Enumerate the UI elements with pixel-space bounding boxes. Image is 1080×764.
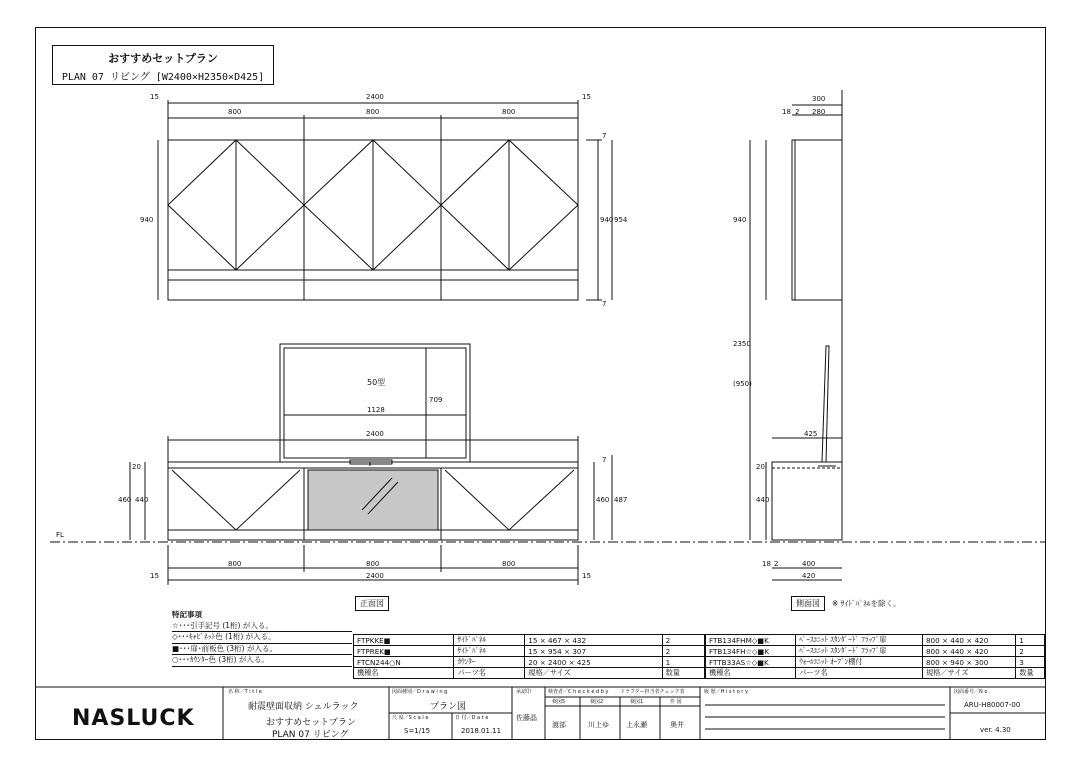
dim-side-280: 280: [812, 108, 826, 116]
dim-h940-right: 940: [600, 216, 614, 224]
dim-w800-3: 800: [502, 108, 516, 116]
dim-h7-base: 7: [602, 456, 607, 464]
dim-tv-width: 1128: [367, 406, 385, 414]
dim-side-15: 15: [150, 93, 159, 101]
notes-heading: 特記事項: [172, 610, 202, 619]
check-val: 川上ゆ: [588, 721, 609, 729]
dim-h7-top: 7: [602, 132, 607, 140]
dim-h460-right: 460: [596, 496, 610, 504]
table-header: 機種名 パーツ名 規格／サイズ 数量: [706, 668, 1045, 679]
dim-h440: 440: [135, 496, 149, 504]
front-view-label: 正面図: [355, 596, 389, 611]
dim-tv-height: 709: [429, 396, 443, 404]
dim-side-300: 300: [812, 95, 826, 103]
table-row: FTTB33AS☆◇■K ｳｫｰﾙﾕﾆｯﾄ ｵｰﾌﾟﾝ棚付 800 × 940 × 300 3: [706, 657, 1045, 668]
drawing-type: プラン図: [430, 702, 467, 712]
dim-side-940: 940: [733, 216, 747, 224]
check-label: 検査者／C h e c k e d b y: [548, 689, 609, 695]
side-view-label: 側面図: [791, 596, 825, 611]
tv-size-label: 50型: [367, 378, 386, 387]
side-wall-unit: [792, 140, 842, 300]
table-header: 機種名 パーツ名 規格／サイズ 数量: [354, 668, 705, 679]
table-row: FTPKKE■ ｻｲﾄﾞﾊﾟﾈﾙ 15 × 467 × 432 2: [354, 635, 705, 646]
approval-label: 承認印: [516, 689, 532, 695]
table-row: FTB134FHM◇■K ﾍﾞｰｽﾕﾆｯﾄ ｽﾀﾝﾀﾞｰﾄﾞ ﾌﾗｯﾌﾟ扉 800 × 440 × 420 1: [706, 635, 1045, 646]
drawing-name1: 耐震壁面収納 シェルラック: [248, 702, 359, 712]
dim-side-440: 440: [756, 496, 770, 504]
dim-bottom-800-1: 800: [228, 560, 242, 568]
title-line1: おすすめセットプラン: [108, 52, 218, 65]
fl-label: FL: [56, 531, 64, 539]
dim-h20: 20: [132, 463, 141, 471]
dim-side-950: (950): [733, 380, 752, 388]
scale: S=1/15: [404, 727, 431, 735]
dim-h954: 954: [614, 216, 628, 224]
check-val: 奥井: [670, 721, 684, 729]
dim-h487: 487: [614, 496, 628, 504]
company-logo: NASLUCK: [72, 706, 195, 731]
check-col: 検図1: [630, 699, 644, 705]
table-row: FTPREK■ ｻｲﾄﾞﾊﾟﾈﾙ 15 × 954 × 307 2: [354, 646, 705, 657]
dim-h940: 940: [140, 216, 154, 224]
dim-w800-2: 800: [366, 108, 380, 116]
scale-label: 尺 度／S c a l e: [392, 715, 429, 721]
drawing-name2: おすすめセットプラン: [266, 718, 356, 728]
check-val: 渡部: [552, 721, 566, 729]
title-box: [52, 45, 274, 85]
dim-side-420: 420: [802, 572, 816, 580]
check-sub: ドラフター担当者チェック表: [620, 689, 685, 695]
dim-top-total: 2400: [366, 93, 384, 101]
check-val: 上永瀬: [626, 721, 647, 729]
dim-side-20: 20: [756, 463, 765, 471]
title-line2: PLAN 07 リビング [W2400×H2350×D425]: [61, 72, 265, 83]
date: 2018.01.11: [461, 727, 502, 735]
dim-side-2: 2: [795, 108, 800, 116]
version: ver. 4.30: [980, 726, 1011, 734]
drawing-number: ARU-H80007-00: [964, 701, 1021, 709]
dwgno-label: 図面番号／N o .: [954, 689, 991, 695]
dim-base-total: 2400: [366, 430, 384, 438]
dim-side-18-bottom: 18: [762, 560, 771, 568]
drawing-name3: PLAN 07 リビング: [272, 730, 349, 740]
dim-bottom-15: 15: [150, 572, 159, 580]
name-label: 名 称／T i t l e: [228, 689, 262, 695]
check-col: 作 図: [670, 699, 682, 705]
parts-table-left: [353, 634, 705, 679]
history-label: 履 歴／H i s t o r y: [704, 689, 748, 695]
dim-bottom-total: 2400: [366, 572, 384, 580]
dim-bottom-800-2: 800: [366, 560, 380, 568]
special-notes: [172, 610, 352, 667]
dim-side-2-bottom: 2: [774, 560, 779, 568]
parts-table-right: [705, 634, 1045, 679]
dim-h7-bottom: 7: [602, 300, 607, 308]
dim-h460: 460: [118, 496, 132, 504]
dim-side-2350: 2350: [733, 340, 751, 348]
note-item: ■･･･扉･前板色 (3桁) が入る。: [172, 644, 352, 656]
date-label: 日 付／D a t e: [455, 715, 489, 721]
note-item: ○･･･ｶｳﾝﾀｰ色 (3桁) が入る。: [172, 655, 352, 667]
note-item: ☆･･･引手記号 (1桁) が入る。: [172, 621, 352, 633]
drawing-type-label: 図面種別／D r a w i n g: [392, 689, 448, 695]
dim-side-400: 400: [802, 560, 816, 568]
dim-w800-1: 800: [228, 108, 242, 116]
note-item: ◇･･･ｷｬﾋﾞﾈｯﾄ色 (1桁) が入る。: [172, 632, 352, 644]
approval: 佐藤晶: [516, 714, 537, 722]
table-row: FTB134FH☆◇■K ﾍﾞｰｽﾕﾆｯﾄ ｽﾀﾝﾀﾞｰﾄﾞ ﾌﾗｯﾌﾟ扉 800 × 440 × 420 2: [706, 646, 1045, 657]
dim-bottom-800-3: 800: [502, 560, 516, 568]
dim-side-15-right: 15: [582, 93, 591, 101]
check-col: 検図5: [552, 699, 566, 705]
dim-bottom-15-right: 15: [582, 572, 591, 580]
table-row: FTCN244○N ｶｳﾝﾀｰ 20 × 2400 × 425 1: [354, 657, 705, 668]
dim-side-425: 425: [804, 430, 818, 438]
check-col: 検図2: [590, 699, 604, 705]
dim-side-18: 18: [782, 108, 791, 116]
side-view-note: ※ ｻｲﾄﾞﾊﾟﾈﾙを除く。: [832, 599, 901, 608]
